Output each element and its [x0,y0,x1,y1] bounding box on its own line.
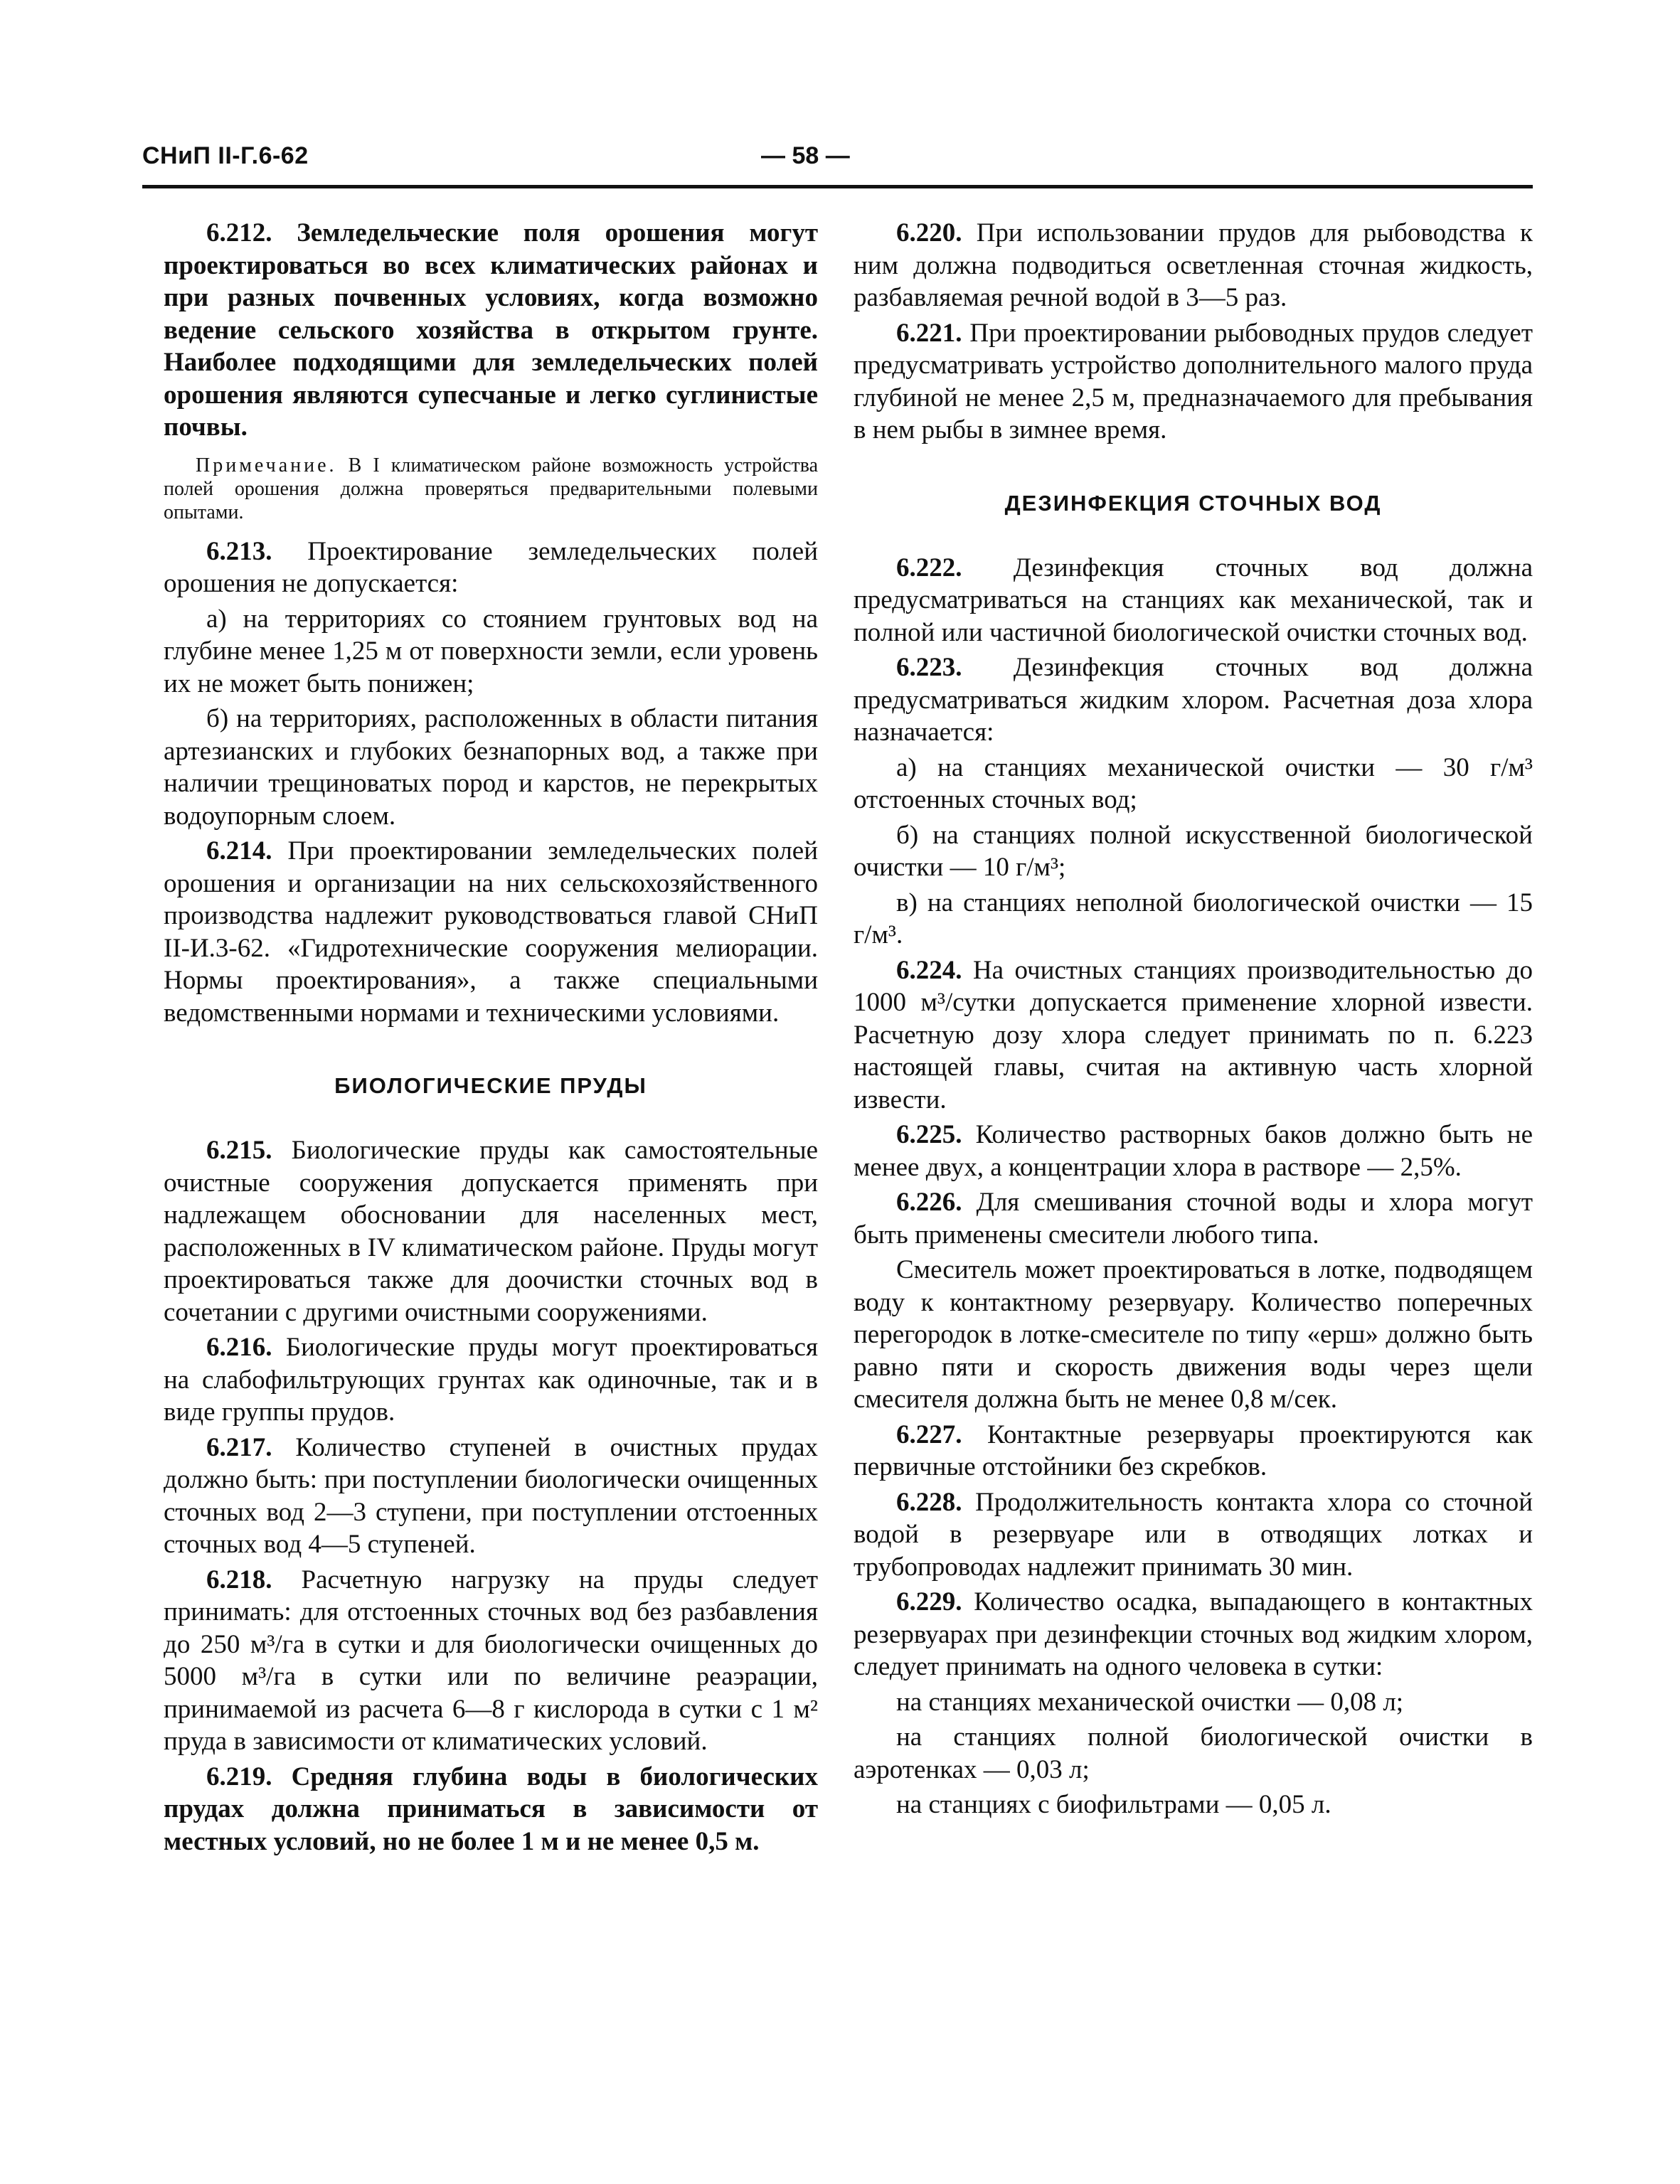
clause-text: Количество растворных баков должно быть не менее двух, а концентрации хлора в растворе — 2,5%. [854,1120,1533,1182]
clause-number: 6.223. [896,653,962,682]
paragraph-6-213 [164,536,818,600]
clause-text: При проектировании земледельческих полей орошения и организации на них сельскохозяйственного производства надлежит руководствоваться главой СНиП II-И.3-62. «Гидротехнические сооружения мелиорации. Нормы проектирования», а также специальными ведомственными нормами и техническими условиями. [164,836,819,1028]
clause-number: 6.215. [206,1136,272,1165]
clause-number: 6.225. [896,1120,962,1149]
clause-text: Дезинфекция сточных вод должна предусматриваться на станциях как механической, так и полной или частичной биологической очистки сточных вод. [854,553,1533,647]
clause-number: 6.212. [206,218,272,247]
page-number: — 58 — [761,142,850,169]
clause-text: Количество ступеней в очистных прудах должно быть: при поступлении биологически очищенных сточных вод 2—3 ступени, при поступлении отстоенных сточных вод 4—5 ступеней. [164,1432,818,1559]
paragraph-6-225 [854,1119,1533,1183]
paragraph-6-216 [164,1331,818,1429]
section-heading-disinfection: ДЕЗИНФЕКЦИЯ СТОЧНЫХ ВОД [1004,490,1382,516]
clause-number: 6.219. [206,1762,272,1791]
clause-number: 6.228. [896,1487,962,1517]
paragraph-6-226-continued: Смеситель может проектироваться в лотке, подводящем воду к контактному резервуару. Количество поперечных перегородок в лотке-смесителе по типу «ерш» должно быть равно пяти и скорость движения воды через щели смесителя должна быть не менее 0,8 м/сек. [854,1255,1533,1414]
paragraph-6-223-b: б) на станциях полной искусственной биологической очистки — 10 г/м³; [854,820,1533,882]
paragraph-6-218 [164,1564,818,1758]
paragraph-6-221 [854,317,1533,447]
paragraph-6-227 [854,1419,1533,1483]
paragraph-6-229 [854,1586,1533,1683]
paragraph-6-226 [854,1186,1533,1251]
clause-text: Продолжительность контакта хлора со сточной водой в резервуаре или в отводящих лотках и трубопроводах надлежит принимать 30 мин. [854,1487,1533,1582]
clause-text: При проектировании рыбоводных прудов следует предусматривать устройство дополнительного малого пруда глубиной не менее 2,5 м, предназначаемого для пребывания в нем рыбы в зимнее время. [854,318,1533,444]
clause-text: Биологические пруды могут проектироваться на слабофильтрующих грунтах как одиночные, так и в виде группы прудов. [164,1333,818,1427]
paragraph-6-228 [854,1486,1533,1584]
paragraph-6-229-a: на станциях механической очистки — 0,08 л; [896,1687,1404,1717]
paragraph-6-223 [854,651,1533,749]
paragraph-6-213-b: б) на территориях, расположенных в области питания артезианских и глубоких безнапорных вод, а также при наличии трещиноватых пород и карстов, не перекрытых водоупорным слоем. [164,704,818,831]
paragraph-6-213-a: а) на территориях со стоянием грунтовых вод на глубине менее 1,25 м от поверхности земли, если уровень их не может быть понижен; [164,604,818,698]
paragraph-6-224 [854,954,1533,1117]
clause-number: 6.218. [206,1565,272,1594]
clause-text: Количество осадка, выпадающего в контактных резервуарах при дезинфекции сточных вод жидким хлором, следует принимать на одного человека в сутки: [854,1587,1533,1681]
paragraph-6-229-b: на станциях полной биологической очистки в аэротенках — 0,03 л; [854,1722,1533,1784]
note-text: В I климатическом районе возможность устройства полей орошения должна проверяться предварительными полевыми опытами. [164,454,819,523]
clause-text: Контактные резервуары проектируются как первичные отстойники без скребков. [854,1419,1533,1481]
page-header [142,142,1533,188]
clause-text: Биологические пруды как самостоятельные очистные сооружения допускается применять при надлежащем обосновании для населенных мест, расположенных в IV климатическом районе. Пруды могут проектироваться также для доочистки сточных вод в сочетании с другими очистными сооружениями. [164,1136,818,1327]
right-column [854,217,1533,1824]
clause-number: 6.226. [896,1188,962,1217]
paragraph-6-212 [164,217,818,444]
clause-text: Дезинфекция сточных вод должна предусматриваться жидким хлором. Расчетная доза хлора назначается: [854,653,1533,747]
clause-number: 6.222. [896,553,962,582]
paragraph-6-222 [854,552,1533,649]
note [164,454,818,524]
paragraph-6-214 [164,835,818,1029]
clause-text: Для смешивания сточной воды и хлора могут быть применены смесители любого типа. [854,1188,1533,1250]
clause-number: 6.213. [206,536,272,566]
paragraph-6-215 [164,1134,818,1328]
paragraph-6-223-c: в) на станциях неполной биологической очистки — 15 г/м³. [854,888,1533,949]
clause-number: 6.224. [896,955,962,985]
clause-text: При использовании прудов для рыбоводства к ним должна подводиться осветленная сточная жидкость, разбавляемая речной водой в 3—5 раз. [854,218,1533,312]
left-column [164,217,818,1860]
document-page [142,142,1533,1856]
clause-number: 6.227. [896,1419,962,1449]
clause-text: Расчетную нагрузку на пруды следует принимать: для отстоенных сточных вод без разбавления до 250 м³/га в сутки и для биологически очищенных до 5000 м³/га в сутки или по величине реаэрации, принимаемой из расчета 6—8 г кислорода в сутки с 1 м² пруда в зависимости от климатических условий. [164,1565,818,1756]
clause-text: Проектирование земледельческих полей орошения не допускается: [164,536,818,598]
clause-number: 6.214. [206,836,272,865]
clause-number: 6.229. [896,1587,962,1616]
clause-number: 6.221. [896,318,962,348]
clause-text: На очистных станциях производительностью до 1000 м³/сутки допускается применение хлорной извести. Расчетную дозу хлора следует принимать по п. 6.223 настоящей главы, считая на активную часть хлорной извести. [854,955,1533,1114]
clause-text: Средняя глубина воды в биологических прудах должна приниматься в зависимости от местных условий, но не более 1 м и не менее 0,5 м. [164,1762,819,1856]
clause-number: 6.220. [896,218,962,247]
document-code: СНиП II-Г.6-62 [142,142,309,169]
paragraph-6-219 [164,1761,818,1858]
paragraph-6-220 [854,217,1533,314]
note-label: Примечание. [196,454,337,476]
section-heading-biological-ponds: БИОЛОГИЧЕСКИЕ ПРУДЫ [334,1073,647,1098]
paragraph-6-229-c: на станциях с биофильтрами — 0,05 л. [896,1790,1331,1819]
paragraph-6-223-a: а) на станциях механической очистки — 30 г/м³ отстоенных сточных вод; [854,752,1533,814]
clause-number: 6.216. [206,1333,272,1362]
clause-number: 6.217. [206,1432,272,1462]
clause-text: Земледельческие поля орошения могут проектироваться во всех климатических районах и при разных почвенных условиях, когда возможно ведение сельского хозяйства в открытом грунте. Наиболее подходящими для земледельческих полей орошения являются супесчаные и легко суглинистые почвы. [164,218,819,442]
paragraph-6-217 [164,1432,818,1561]
